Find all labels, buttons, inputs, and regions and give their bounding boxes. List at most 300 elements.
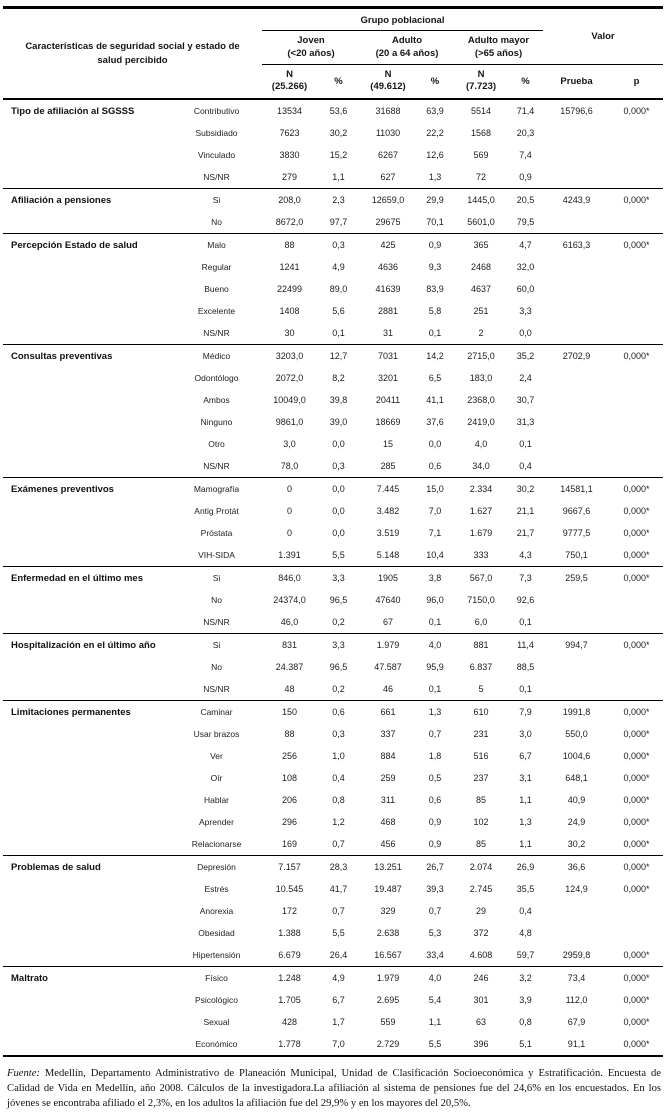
n-cell: 468 <box>380 817 396 828</box>
section-name-cell <box>3 211 171 234</box>
n-cell: 246 <box>454 967 508 990</box>
n-cell: 372 <box>473 928 489 939</box>
percent-cell: 1,1 <box>428 1017 442 1028</box>
n-cell: 1.979 <box>360 634 416 657</box>
n-cell: 7.445 <box>360 478 416 501</box>
percent-cell: 1,0 <box>332 751 345 762</box>
p-value-cell <box>610 367 663 389</box>
table-row <box>3 122 663 144</box>
prueba-cell <box>543 411 610 433</box>
percent-cell: 32,0 <box>516 262 535 273</box>
p-value-cell: 0,000* <box>623 950 650 961</box>
percent-cell: 0,9 <box>416 234 454 257</box>
p-value-cell <box>610 589 663 611</box>
percent-cell: 26,9 <box>508 856 543 879</box>
n-cell: 46 <box>382 684 393 695</box>
n-cell: 102 <box>473 817 489 828</box>
percent-cell: 0,3 <box>332 461 345 472</box>
percent-cell: 41,1 <box>426 395 444 406</box>
prueba-cell <box>543 433 610 455</box>
percent-cell: 1,1 <box>519 839 532 850</box>
table-row <box>3 455 663 478</box>
category-cell: Antig Protát <box>194 506 239 517</box>
table-row <box>3 144 663 166</box>
n-cell: 231 <box>473 729 489 740</box>
pct-header-adulto-mayor: % <box>508 64 543 99</box>
table-row <box>3 900 663 922</box>
category-cell: Usar brazos <box>193 729 240 740</box>
category-cell: Ambos <box>203 395 230 406</box>
category-cell: Oír <box>210 773 223 784</box>
n-cell: 24374,0 <box>273 595 306 606</box>
prueba-cell: 73,4 <box>543 967 610 990</box>
n-cell: 1241 <box>279 262 300 273</box>
n-cell: 2881 <box>377 306 399 317</box>
section-name-cell <box>3 678 171 701</box>
percent-cell: 88,5 <box>516 662 535 673</box>
prueba-cell: 2959,8 <box>562 950 591 961</box>
n-cell: 428 <box>281 1017 298 1028</box>
n-cell: 3201 <box>377 373 399 384</box>
percent-cell: 1,7 <box>332 1017 345 1028</box>
table-row <box>3 589 663 611</box>
p-value-cell <box>610 455 663 478</box>
percent-cell: 0,4 <box>519 906 532 917</box>
n-header-joven <box>262 64 317 99</box>
n-cell: 846,0 <box>262 567 317 590</box>
p-value-cell: 0,000* <box>623 506 650 517</box>
section-name-cell: Exámenes preventivos <box>3 478 171 501</box>
p-value-cell: 0,000* <box>610 478 663 501</box>
percent-cell: 9,3 <box>428 262 442 273</box>
n-cell: 2 <box>478 328 484 339</box>
p-value-cell: 0,000* <box>623 839 650 850</box>
table-row <box>3 878 663 900</box>
section-name-cell <box>3 1011 171 1033</box>
n-cell: 29 <box>475 906 486 917</box>
percent-cell: 95,9 <box>426 662 444 673</box>
percent-cell: 0,5 <box>428 773 442 784</box>
group-name: Adulto <box>391 35 423 46</box>
n-cell: 2.074 <box>454 856 508 879</box>
percent-cell: 0,9 <box>428 839 442 850</box>
table-row <box>3 656 663 678</box>
section-name-cell: Enfermedad en el último mes <box>3 567 171 590</box>
section-name-cell: Afiliación a pensiones <box>3 189 171 212</box>
percent-cell: 0,6 <box>428 461 442 472</box>
percent-cell: 5,5 <box>428 1039 442 1050</box>
section-name-cell: Percepción Estado de salud <box>3 234 171 257</box>
section-name-cell <box>3 411 171 433</box>
table-row <box>3 833 663 856</box>
table-row <box>3 211 663 234</box>
percent-cell: 7,4 <box>519 150 532 161</box>
category-cell: Si <box>171 567 262 590</box>
n-cell: 329 <box>380 906 396 917</box>
n-cell: 259 <box>380 773 396 784</box>
category-cell: Mamografía <box>171 478 262 501</box>
table-row <box>3 500 663 522</box>
percent-cell: 11,4 <box>508 634 543 657</box>
p-value-cell: 0,000* <box>610 345 663 368</box>
percent-cell: 6,7 <box>332 995 345 1006</box>
n-cell: 1408 <box>279 306 300 317</box>
percent-cell: 0,1 <box>428 328 442 339</box>
percent-cell: 0,1 <box>519 617 532 628</box>
percent-cell: 20,5 <box>508 189 543 212</box>
n-cell: 20411 <box>375 395 401 406</box>
percent-cell: 0,0 <box>317 478 360 501</box>
percent-cell: 0,4 <box>332 773 345 784</box>
group-header-adulto <box>360 31 454 65</box>
n-cell: 8672,0 <box>275 217 304 228</box>
prueba-cell <box>543 900 610 922</box>
n-cell: 72 <box>475 172 486 183</box>
prueba-cell: 9777,5 <box>562 528 591 539</box>
n-cell: 108 <box>281 773 298 784</box>
percent-cell: 1,3 <box>519 817 532 828</box>
section-name-cell <box>3 522 171 544</box>
p-value-cell: 0,000* <box>623 1039 650 1050</box>
n-cell: 2.745 <box>469 884 493 895</box>
percent-cell: 1,1 <box>332 172 345 183</box>
category-cell: Anorexia <box>199 906 234 917</box>
n-cell: 7031 <box>360 345 416 368</box>
percent-cell: 7,9 <box>508 701 543 724</box>
section-name-cell <box>3 544 171 567</box>
percent-cell: 1,3 <box>416 701 454 724</box>
n-cell: 88 <box>284 729 295 740</box>
prueba-cell: 9667,6 <box>562 506 591 517</box>
percent-cell: 59,7 <box>516 950 535 961</box>
section-name-cell <box>3 278 171 300</box>
category-cell: Subsidiado <box>195 128 238 139</box>
table-row <box>3 811 663 833</box>
percent-cell: 3,3 <box>317 634 360 657</box>
table-row <box>3 634 663 657</box>
percent-cell: 0,1 <box>332 328 345 339</box>
n-cell: 396 <box>473 1039 489 1050</box>
prueba-cell: 994,7 <box>543 634 610 657</box>
percent-cell: 15,2 <box>329 150 348 161</box>
percent-cell: 0,9 <box>519 172 532 183</box>
section-name-cell <box>3 122 171 144</box>
category-cell: Si <box>171 189 262 212</box>
n-cell: 7150,0 <box>467 595 495 606</box>
n-header-adulto <box>360 64 416 99</box>
n-cell: 425 <box>360 234 416 257</box>
n-cell: 169 <box>281 839 298 850</box>
pct-header-joven: % <box>317 64 360 99</box>
table-row <box>3 522 663 544</box>
n-cell: 30 <box>284 328 295 339</box>
prueba-cell <box>543 389 610 411</box>
n-cell: 2715,0 <box>454 345 508 368</box>
percent-cell: 3,1 <box>519 773 532 784</box>
n-cell: 2468 <box>470 262 492 273</box>
section-name-cell <box>3 922 171 944</box>
n-cell: 4,0 <box>474 439 488 450</box>
n-cell: 301 <box>473 995 489 1006</box>
p-value-cell <box>610 411 663 433</box>
n-cell: 2072,0 <box>275 373 304 384</box>
category-cell: Ninguno <box>200 417 233 428</box>
section-name-cell <box>3 723 171 745</box>
percent-cell: 53,6 <box>329 106 348 117</box>
percent-cell: 5,4 <box>428 995 442 1006</box>
p-value-cell: 0,000* <box>610 634 663 657</box>
n-cell: 5601,0 <box>467 217 495 228</box>
table-row <box>3 856 663 879</box>
table-row <box>3 944 663 967</box>
n-cell: 1.388 <box>278 928 301 939</box>
p-value-cell: 0,000* <box>623 773 650 784</box>
n-cell: 1905 <box>360 567 416 590</box>
prueba-cell: 67,9 <box>567 1017 586 1028</box>
percent-cell: 0,8 <box>332 795 345 806</box>
percent-cell: 0,7 <box>332 839 345 850</box>
prueba-cell: 40,9 <box>567 795 586 806</box>
prueba-cell: 2702,9 <box>543 345 610 368</box>
section-name-cell <box>3 833 171 856</box>
percent-cell: 31,3 <box>516 417 535 428</box>
category-cell: Otro <box>208 439 225 450</box>
prueba-cell <box>543 144 610 166</box>
valor-header: Valor <box>543 8 663 65</box>
n-cell: 183,0 <box>469 373 493 384</box>
prueba-cell <box>543 300 610 322</box>
category-cell: Sexual <box>203 1017 230 1028</box>
p-value-cell: 0,000* <box>623 729 650 740</box>
p-value-cell: 0,000* <box>623 995 650 1006</box>
row-label-header: Características de seguridad social y estado de salud percibido <box>3 8 262 100</box>
p-value-cell: 0,000* <box>623 795 650 806</box>
n-cell: 279 <box>281 172 298 183</box>
prueba-cell <box>543 256 610 278</box>
section-name-cell: Hospitalización en el último año <box>3 634 171 657</box>
category-cell: Hablar <box>203 795 230 806</box>
n-cell: 1568 <box>470 128 492 139</box>
percent-cell: 35,2 <box>508 345 543 368</box>
percent-cell: 39,3 <box>426 884 444 895</box>
table-row <box>3 723 663 745</box>
table-row <box>3 922 663 944</box>
percent-cell: 0,4 <box>519 461 532 472</box>
n-cell: 365 <box>454 234 508 257</box>
percent-cell: 12,6 <box>426 150 444 161</box>
prueba-cell: 91,1 <box>567 1039 586 1050</box>
table-row <box>3 367 663 389</box>
percent-cell: 0,0 <box>519 328 532 339</box>
percent-cell: 0,2 <box>332 617 345 628</box>
p-value-cell <box>610 256 663 278</box>
p-value-cell: 0,000* <box>610 189 663 212</box>
category-cell: NS/NR <box>203 328 230 339</box>
percent-cell: 8,2 <box>332 373 345 384</box>
group-name: Adulto mayor <box>467 35 530 46</box>
percent-cell: 3,9 <box>519 995 532 1006</box>
category-cell: Médico <box>171 345 262 368</box>
n-label: N <box>286 68 293 80</box>
n-cell: 884 <box>380 751 396 762</box>
n-cell: 46,0 <box>280 617 299 628</box>
n-cell: 7623 <box>279 128 300 139</box>
prueba-cell: 14581,1 <box>543 478 610 501</box>
n-label: N <box>384 68 392 80</box>
n-cell: 16.567 <box>374 950 402 961</box>
n-cell: 4636 <box>377 262 399 273</box>
n-cell: 10049,0 <box>273 395 306 406</box>
percent-cell: 14,2 <box>416 345 454 368</box>
p-value-cell: 0,000* <box>623 817 650 828</box>
n-cell: 41639 <box>375 284 401 295</box>
table-row <box>3 256 663 278</box>
percent-cell: 4,7 <box>508 234 543 257</box>
prueba-cell: 30,2 <box>567 839 586 850</box>
percent-cell: 83,9 <box>426 284 444 295</box>
table-row <box>3 345 663 368</box>
n-cell: 2419,0 <box>467 417 495 428</box>
n-cell: 1.627 <box>469 506 493 517</box>
percent-cell: 5,3 <box>428 928 442 939</box>
n-cell: 559 <box>380 1017 396 1028</box>
percent-cell: 96,5 <box>329 662 348 673</box>
p-value-cell <box>610 300 663 322</box>
percent-cell: 5,5 <box>332 550 345 561</box>
percent-cell: 0,0 <box>332 506 345 517</box>
prueba-cell: 1004,6 <box>562 751 591 762</box>
table-row <box>3 189 663 212</box>
p-value-cell <box>610 678 663 701</box>
p-value-cell <box>610 166 663 189</box>
n-cell: 3.519 <box>376 528 400 539</box>
section-name-cell <box>3 900 171 922</box>
percent-cell: 4,9 <box>317 967 360 990</box>
table-row <box>3 678 663 701</box>
prueba-cell: 750,1 <box>565 550 588 561</box>
n-cell: 4637 <box>470 284 492 295</box>
n-cell: 5 <box>478 684 484 695</box>
n-cell: 251 <box>473 306 489 317</box>
percent-cell: 39,8 <box>329 395 348 406</box>
percent-cell: 4,8 <box>519 928 532 939</box>
percent-cell: 0,6 <box>428 795 442 806</box>
p-value-cell <box>610 900 663 922</box>
section-name-cell <box>3 500 171 522</box>
percent-cell: 20,3 <box>516 128 535 139</box>
percent-cell: 7,1 <box>428 528 442 539</box>
prueba-cell <box>543 367 610 389</box>
p-value-cell <box>610 656 663 678</box>
group-age-range: (>65 años) <box>474 47 523 59</box>
n-cell: 88 <box>262 234 317 257</box>
percent-cell: 0,0 <box>428 439 442 450</box>
percent-cell: 5,5 <box>332 928 345 939</box>
prueba-header: Prueba <box>543 64 610 99</box>
n-cell: 19.487 <box>374 884 402 895</box>
table-row <box>3 745 663 767</box>
n-cell: 208,0 <box>262 189 317 212</box>
prueba-cell: 15796,6 <box>560 106 593 117</box>
percent-cell: 37,6 <box>426 417 444 428</box>
percent-cell: 3,2 <box>508 967 543 990</box>
prueba-cell <box>543 455 610 478</box>
percent-cell: 89,0 <box>329 284 348 295</box>
percent-cell: 0,3 <box>332 729 345 740</box>
category-cell: Próstata <box>200 528 233 539</box>
category-cell: No <box>211 217 222 228</box>
section-name-cell <box>3 989 171 1011</box>
section-name-cell: Maltrato <box>3 967 171 990</box>
percent-cell: 96,5 <box>329 595 348 606</box>
percent-cell: 71,4 <box>516 106 535 117</box>
n-cell: 13.251 <box>360 856 416 879</box>
percent-cell: 28,3 <box>317 856 360 879</box>
percent-cell: 60,0 <box>516 284 535 295</box>
n-cell: 1.979 <box>360 967 416 990</box>
p-value-cell: 0,000* <box>610 856 663 879</box>
n-cell: 67 <box>382 617 393 628</box>
n-cell: 296 <box>281 817 298 828</box>
p-value-cell <box>610 278 663 300</box>
n-cell: 333 <box>473 550 489 561</box>
p-value-cell <box>610 144 663 166</box>
n-cell: 22499 <box>276 284 303 295</box>
n-cell: 456 <box>380 839 396 850</box>
table-row <box>3 99 663 122</box>
section-name-cell <box>3 1033 171 1056</box>
percent-cell: 3,0 <box>519 729 532 740</box>
group-age-range: (<20 años) <box>287 47 335 59</box>
percent-cell: 96,0 <box>426 595 444 606</box>
category-cell: NS/NR <box>203 461 230 472</box>
n-cell: 661 <box>360 701 416 724</box>
category-cell: Estrés <box>204 884 229 895</box>
table-row <box>3 166 663 189</box>
section-name-cell <box>3 455 171 478</box>
percent-cell: 30,7 <box>516 395 535 406</box>
percent-cell: 0,2 <box>332 684 345 695</box>
percent-cell: 2,3 <box>317 189 360 212</box>
p-value-cell: 0,000* <box>610 234 663 257</box>
percent-cell: 0,1 <box>428 617 442 628</box>
category-cell: Contributivo <box>193 106 240 117</box>
prueba-cell: 1991,8 <box>543 701 610 724</box>
category-cell: Obesidad <box>198 928 235 939</box>
table-row <box>3 767 663 789</box>
percent-cell: 0,1 <box>519 684 532 695</box>
n-cell: 2368,0 <box>467 395 495 406</box>
n-cell: 831 <box>262 634 317 657</box>
category-cell: Ver <box>210 751 223 762</box>
category-cell: Aprender <box>199 817 234 828</box>
percent-cell: 3,8 <box>416 567 454 590</box>
prueba-cell <box>543 611 610 634</box>
prueba-cell <box>543 166 610 189</box>
n-cell: 1.248 <box>262 967 317 990</box>
section-name-cell <box>3 944 171 967</box>
n-cell: 31 <box>382 328 393 339</box>
p-value-cell: 0,000* <box>623 884 650 895</box>
table-row <box>3 967 663 990</box>
n-cell: 567,0 <box>454 567 508 590</box>
table-row <box>3 433 663 455</box>
percent-cell: 4,3 <box>519 550 532 561</box>
n-cell: 311 <box>380 795 396 806</box>
percent-cell: 3,3 <box>317 567 360 590</box>
section-name-cell <box>3 389 171 411</box>
section-name-cell <box>3 433 171 455</box>
